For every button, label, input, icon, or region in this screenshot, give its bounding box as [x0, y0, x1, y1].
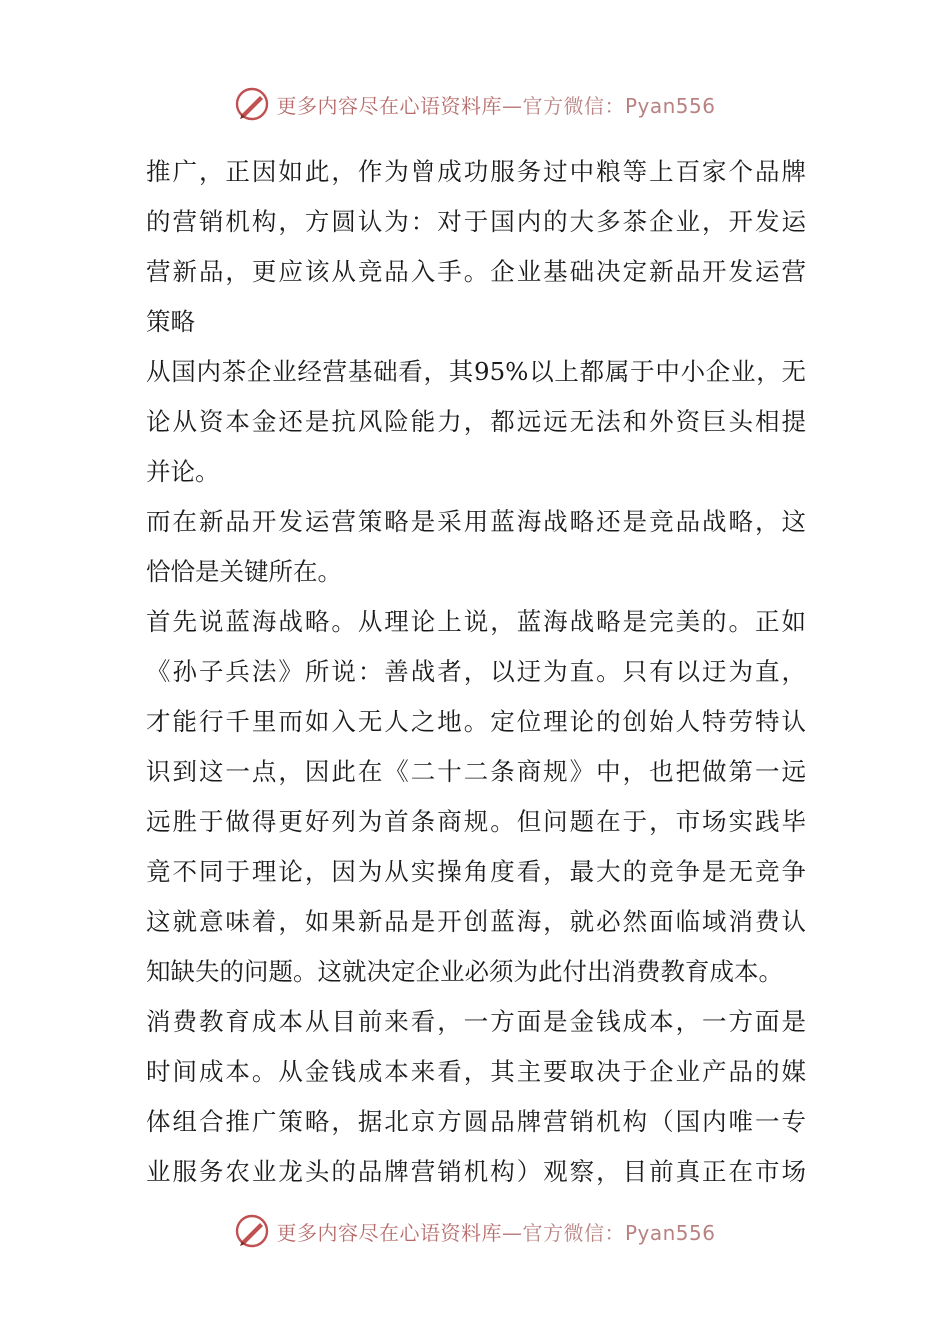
text-line: 业服务农业龙头的品牌营销机构）观察，目前真正在市场 [146, 1157, 806, 1186]
banner-title [276, 90, 715, 119]
banner-main-text: 更多内容尽在心语资料库 [276, 1220, 502, 1245]
text-line: 消费教育成本从目前来看，一方面是金钱成本，一方面是 [146, 1007, 806, 1036]
text-line: 时间成本。从金钱成本来看，其主要取决于企业产品的媒 [146, 1057, 806, 1086]
text-line: 首先说蓝海战略。从理论上说，蓝海战略是完美的。正如 [146, 607, 806, 636]
text-line: 这就意味着，如果新品是开创蓝海，就必然面临域消费认 [146, 907, 806, 936]
text-line: 而在新品开发运营策略是采用蓝海战略还是竞品战略，这 [146, 507, 806, 536]
text-line: 推广，正因如此，作为曾成功服务过中粮等上百家个品牌 [146, 157, 806, 186]
text-line: 的营销机构，方圆认为：对于国内的大多茶企业，开发运 [146, 207, 806, 236]
text-line: 营新品，更应该从竞品入手。企业基础决定新品开发运营 [146, 257, 806, 286]
text-line: 恰恰是关键所在。 [146, 557, 342, 586]
banner-wechat-text: —官方微信：Pyan556 [501, 93, 716, 118]
text-line: 才能行千里而如入无人之地。定位理论的创始人特劳特认 [146, 707, 806, 736]
pen-logo-icon [234, 86, 270, 122]
text-line: 从国内茶企业经营基础看，其95%以上都属于中小企业，无 [146, 357, 806, 386]
banner-title [276, 1217, 715, 1246]
header-banner [0, 84, 950, 124]
footer-banner [0, 1211, 950, 1251]
text-line: 《孙子兵法》所说：善战者，以迂为直。只有以迂为直， [146, 657, 806, 686]
text-line: 知缺失的问题。这就决定企业必须为此付出消费教育成本。 [146, 957, 783, 986]
text-line: 并论。 [146, 457, 220, 486]
banner-main-text: 更多内容尽在心语资料库 [276, 93, 502, 118]
pen-logo-icon [234, 1213, 270, 1249]
text-line: 论从资本金还是抗风险能力，都远远无法和外资巨头相提 [146, 407, 806, 436]
text-line: 远胜于做得更好列为首条商规。但问题在于，市场实践毕 [146, 807, 806, 836]
text-line: 体组合推广策略，据北京方圆品牌营销机构（国内唯一专 [146, 1107, 806, 1136]
banner-wechat-text: —官方微信：Pyan556 [501, 1220, 716, 1245]
text-line: 识到这一点，因此在《二十二条商规》中，也把做第一远 [146, 757, 806, 786]
text-line: 策略 [146, 307, 195, 336]
text-line: 竟不同于理论，因为从实操角度看，最大的竞争是无竞争 [146, 857, 806, 886]
document-body [146, 147, 806, 1197]
